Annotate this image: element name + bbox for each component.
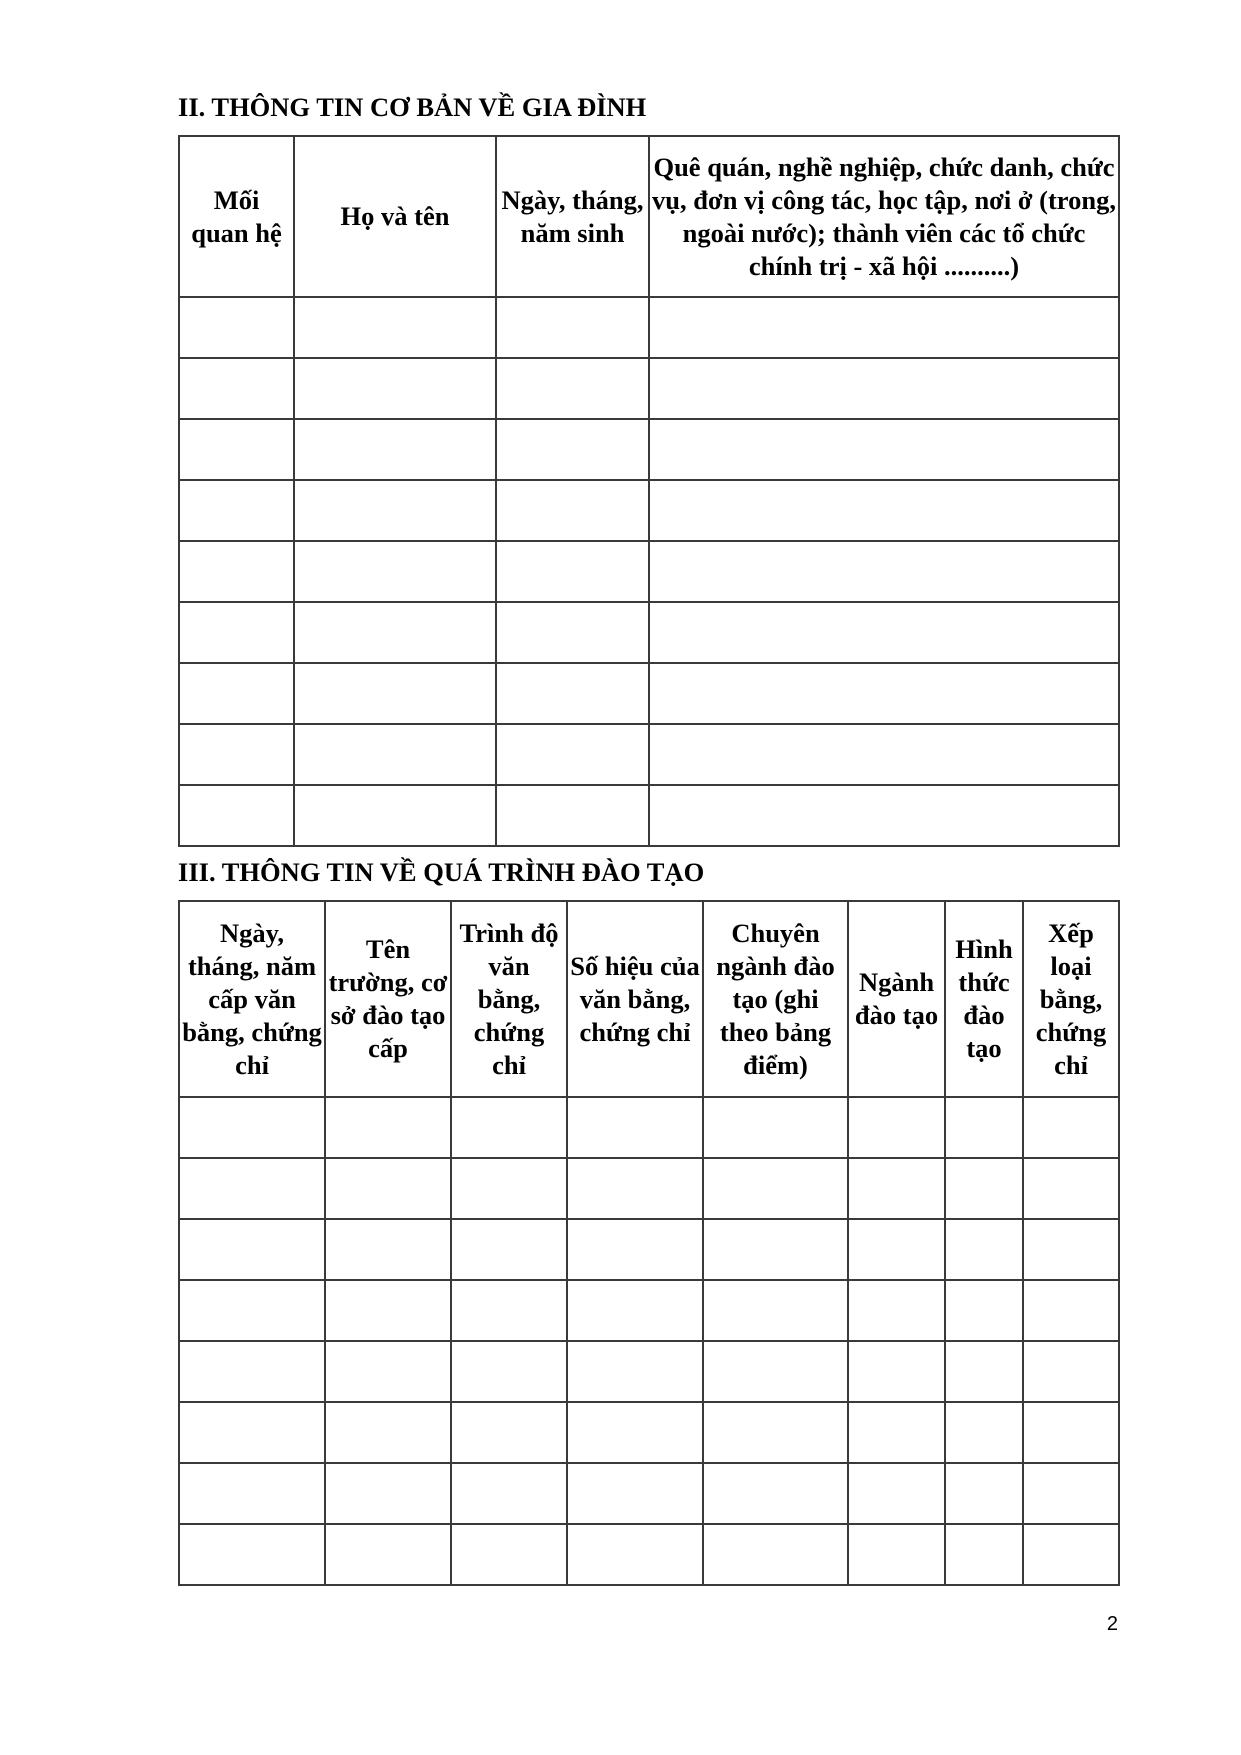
- training-cell-issue-date[interactable]: [179, 1280, 325, 1341]
- training-cell-training-mode[interactable]: [945, 1219, 1023, 1280]
- training-table-row: [179, 1402, 1119, 1463]
- training-cell-issue-date[interactable]: [179, 1219, 325, 1280]
- family-cell-details[interactable]: [649, 297, 1119, 358]
- family-cell-birth-date[interactable]: [496, 480, 649, 541]
- training-table-row: [179, 1158, 1119, 1219]
- training-header-issue-date: Ngày, tháng, năm cấp văn bằng, chứng chỉ: [179, 901, 325, 1097]
- family-header-details: Quê quán, nghề nghiệp, chức danh, chức vụ, đơn vị công tác, học tập, nơi ở (trong, ngoài nước); thành viên các tổ chức chính trị - xã hội ..........): [649, 136, 1119, 297]
- family-cell-relationship[interactable]: [179, 358, 294, 419]
- training-header-training-mode: Hình thức đào tạo: [945, 901, 1023, 1097]
- training-cell-degree-level[interactable]: [451, 1463, 567, 1524]
- training-cell-major[interactable]: [848, 1219, 945, 1280]
- family-cell-details[interactable]: [649, 480, 1119, 541]
- training-header-specialization: Chuyên ngành đào tạo (ghi theo bảng điểm): [703, 901, 848, 1097]
- training-cell-certificate-number[interactable]: [567, 1463, 703, 1524]
- family-table-row: [179, 785, 1119, 846]
- family-cell-details[interactable]: [649, 663, 1119, 724]
- training-cell-classification[interactable]: [1023, 1158, 1119, 1219]
- training-cell-major[interactable]: [848, 1402, 945, 1463]
- training-cell-school-name[interactable]: [325, 1158, 451, 1219]
- training-cell-training-mode[interactable]: [945, 1524, 1023, 1585]
- family-header-relationship: Mối quan hệ: [179, 136, 294, 297]
- training-cell-issue-date[interactable]: [179, 1463, 325, 1524]
- family-table-row: [179, 358, 1119, 419]
- family-cell-relationship[interactable]: [179, 663, 294, 724]
- family-cell-birth-date[interactable]: [496, 785, 649, 846]
- family-table-row: [179, 419, 1119, 480]
- training-table-row: [179, 1219, 1119, 1280]
- family-cell-full-name[interactable]: [294, 724, 496, 785]
- training-cell-major[interactable]: [848, 1524, 945, 1585]
- training-table-row: [179, 1524, 1119, 1585]
- training-cell-classification[interactable]: [1023, 1097, 1119, 1158]
- training-cell-school-name[interactable]: [325, 1219, 451, 1280]
- training-cell-training-mode[interactable]: [945, 1341, 1023, 1402]
- family-header-birth-date: Ngày, tháng, năm sinh: [496, 136, 649, 297]
- family-cell-birth-date[interactable]: [496, 663, 649, 724]
- training-cell-school-name[interactable]: [325, 1097, 451, 1158]
- family-cell-details[interactable]: [649, 724, 1119, 785]
- training-cell-classification[interactable]: [1023, 1219, 1119, 1280]
- training-cell-issue-date[interactable]: [179, 1402, 325, 1463]
- family-cell-details[interactable]: [649, 602, 1119, 663]
- training-cell-school-name[interactable]: [325, 1280, 451, 1341]
- training-cell-certificate-number[interactable]: [567, 1280, 703, 1341]
- training-cell-degree-level[interactable]: [451, 1524, 567, 1585]
- family-cell-relationship[interactable]: [179, 419, 294, 480]
- training-cell-classification[interactable]: [1023, 1341, 1119, 1402]
- family-cell-full-name[interactable]: [294, 297, 496, 358]
- training-cell-certificate-number[interactable]: [567, 1097, 703, 1158]
- family-cell-full-name[interactable]: [294, 419, 496, 480]
- family-table-row: [179, 602, 1119, 663]
- training-cell-certificate-number[interactable]: [567, 1158, 703, 1219]
- training-table-row: [179, 1280, 1119, 1341]
- family-cell-relationship[interactable]: [179, 785, 294, 846]
- family-table-row: [179, 297, 1119, 358]
- family-cell-full-name[interactable]: [294, 541, 496, 602]
- training-cell-specialization[interactable]: [703, 1097, 848, 1158]
- family-cell-details[interactable]: [649, 785, 1119, 846]
- training-cell-major[interactable]: [848, 1341, 945, 1402]
- training-cell-degree-level[interactable]: [451, 1402, 567, 1463]
- family-cell-relationship[interactable]: [179, 480, 294, 541]
- training-cell-certificate-number[interactable]: [567, 1219, 703, 1280]
- training-cell-classification[interactable]: [1023, 1524, 1119, 1585]
- family-cell-relationship[interactable]: [179, 724, 294, 785]
- training-cell-issue-date[interactable]: [179, 1097, 325, 1158]
- training-cell-school-name[interactable]: [325, 1402, 451, 1463]
- family-cell-relationship[interactable]: [179, 541, 294, 602]
- training-cell-degree-level[interactable]: [451, 1158, 567, 1219]
- training-cell-classification[interactable]: [1023, 1463, 1119, 1524]
- family-header-row: [179, 136, 1119, 297]
- family-table-row: [179, 541, 1119, 602]
- family-section-title: II. THÔNG TIN CƠ BẢN VỀ GIA ĐÌNH: [178, 92, 647, 122]
- training-cell-issue-date[interactable]: [179, 1158, 325, 1219]
- training-cell-degree-level[interactable]: [451, 1280, 567, 1341]
- training-header-certificate-number: Số hiệu của văn bằng, chứng chỉ: [567, 901, 703, 1097]
- training-header-degree-level: Trình độ văn bằng, chứng chỉ: [451, 901, 567, 1097]
- training-cell-major[interactable]: [848, 1158, 945, 1219]
- training-table-row: [179, 1341, 1119, 1402]
- family-table-row: [179, 480, 1119, 541]
- family-cell-relationship[interactable]: [179, 297, 294, 358]
- family-cell-birth-date[interactable]: [496, 602, 649, 663]
- training-table-row: [179, 1097, 1119, 1158]
- training-cell-specialization[interactable]: [703, 1463, 848, 1524]
- training-section-title: III. THÔNG TIN VỀ QUÁ TRÌNH ĐÀO TẠO: [178, 857, 705, 887]
- page-number: 2: [1106, 1613, 1118, 1635]
- family-cell-full-name[interactable]: [294, 602, 496, 663]
- training-cell-specialization[interactable]: [703, 1524, 848, 1585]
- training-cell-degree-level[interactable]: [451, 1219, 567, 1280]
- family-cell-full-name[interactable]: [294, 663, 496, 724]
- family-info-table: [178, 135, 1120, 847]
- training-cell-training-mode[interactable]: [945, 1097, 1023, 1158]
- family-cell-birth-date[interactable]: [496, 358, 649, 419]
- training-cell-training-mode[interactable]: [945, 1402, 1023, 1463]
- family-cell-full-name[interactable]: [294, 785, 496, 846]
- training-header-row: [179, 901, 1119, 1097]
- training-cell-specialization[interactable]: [703, 1402, 848, 1463]
- training-cell-specialization[interactable]: [703, 1341, 848, 1402]
- family-table-row: [179, 663, 1119, 724]
- family-cell-details[interactable]: [649, 541, 1119, 602]
- family-header-full-name: Họ và tên: [294, 136, 496, 297]
- training-cell-training-mode[interactable]: [945, 1280, 1023, 1341]
- family-cell-relationship[interactable]: [179, 602, 294, 663]
- family-cell-birth-date[interactable]: [496, 297, 649, 358]
- training-cell-major[interactable]: [848, 1280, 945, 1341]
- family-table-row: [179, 724, 1119, 785]
- training-cell-degree-level[interactable]: [451, 1097, 567, 1158]
- training-cell-classification[interactable]: [1023, 1280, 1119, 1341]
- family-cell-birth-date[interactable]: [496, 419, 649, 480]
- family-cell-birth-date[interactable]: [496, 541, 649, 602]
- training-cell-training-mode[interactable]: [945, 1158, 1023, 1219]
- training-cell-school-name[interactable]: [325, 1341, 451, 1402]
- training-cell-training-mode[interactable]: [945, 1463, 1023, 1524]
- training-table-row: [179, 1463, 1119, 1524]
- family-cell-details[interactable]: [649, 358, 1119, 419]
- training-header-major: Ngành đào tạo: [848, 901, 945, 1097]
- training-cell-specialization[interactable]: [703, 1280, 848, 1341]
- training-cell-certificate-number[interactable]: [567, 1524, 703, 1585]
- family-cell-full-name[interactable]: [294, 358, 496, 419]
- training-cell-specialization[interactable]: [703, 1219, 848, 1280]
- training-cell-certificate-number[interactable]: [567, 1341, 703, 1402]
- training-header-school-name: Tên trường, cơ sở đào tạo cấp: [325, 901, 451, 1097]
- training-info-table: [178, 900, 1120, 1586]
- training-cell-school-name[interactable]: [325, 1463, 451, 1524]
- family-cell-details[interactable]: [649, 419, 1119, 480]
- training-cell-degree-level[interactable]: [451, 1341, 567, 1402]
- training-cell-major[interactable]: [848, 1463, 945, 1524]
- training-cell-school-name[interactable]: [325, 1524, 451, 1585]
- training-cell-issue-date[interactable]: [179, 1524, 325, 1585]
- training-cell-major[interactable]: [848, 1097, 945, 1158]
- training-cell-issue-date[interactable]: [179, 1341, 325, 1402]
- training-cell-specialization[interactable]: [703, 1158, 848, 1219]
- training-header-classification: Xếp loại bằng, chứng chỉ: [1023, 901, 1119, 1097]
- training-cell-certificate-number[interactable]: [567, 1402, 703, 1463]
- training-cell-classification[interactable]: [1023, 1402, 1119, 1463]
- family-cell-full-name[interactable]: [294, 480, 496, 541]
- family-cell-birth-date[interactable]: [496, 724, 649, 785]
